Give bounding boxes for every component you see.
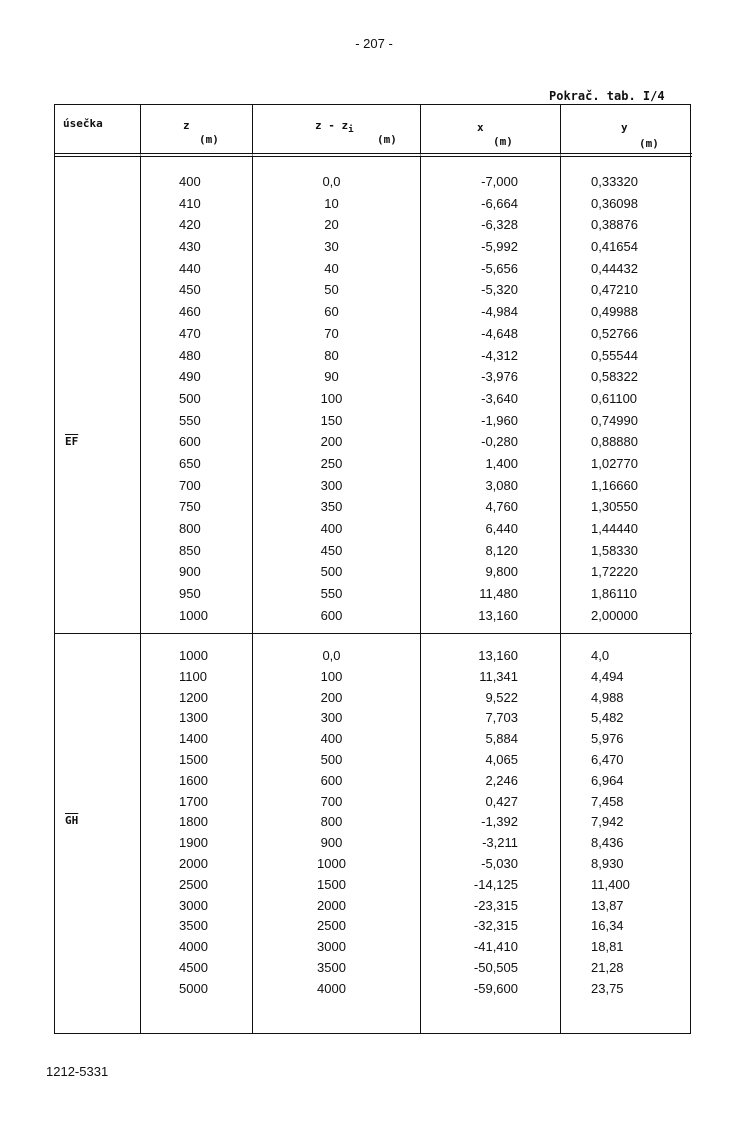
table-cell-y: 1,44440 xyxy=(591,521,638,536)
table-cell-x: -59,600 xyxy=(473,980,518,996)
table-cell-x: 2,246 xyxy=(485,772,518,788)
table-cell-y: 0,88880 xyxy=(591,434,638,450)
table-cell-dz: 600 xyxy=(320,607,343,623)
table-cell-y: 4,494 xyxy=(591,668,624,684)
table-cell-x: -50,505 xyxy=(473,959,518,975)
table-cell-z: 1700 xyxy=(179,793,208,809)
ef-dz-values xyxy=(253,171,420,626)
table-cell-dz: 600 xyxy=(320,772,343,788)
table-cell-y: 0,47210 xyxy=(591,282,638,298)
segment-ef-cell xyxy=(55,157,141,633)
table-cell-z: 950 xyxy=(179,586,201,602)
table-cell-dz: 3500 xyxy=(317,959,346,975)
gh-dz-values xyxy=(253,646,420,1000)
table-cell-dz: 2000 xyxy=(317,897,346,913)
table-cell-dz: 450 xyxy=(320,542,343,558)
table-cell-dz: 60 xyxy=(324,304,339,320)
table-cell-y: 23,75 xyxy=(591,980,624,996)
table-cell-x: -5,992 xyxy=(481,239,518,255)
table-cell-x: -4,648 xyxy=(481,325,518,341)
table-cell-x: 9,800 xyxy=(485,564,518,580)
table-cell-z: 3000 xyxy=(179,897,208,913)
header-z-unit: (m) xyxy=(199,133,219,146)
table-cell-dz: 50 xyxy=(324,282,339,298)
table-cell-x: 6,440 xyxy=(485,521,518,536)
table-cell-x: -3,640 xyxy=(481,390,518,406)
gh-z-column xyxy=(141,633,253,1033)
table-cell-y: 5,976 xyxy=(591,731,624,747)
table-cell-x: -7,000 xyxy=(481,174,518,189)
table-cell-dz: 500 xyxy=(320,564,343,580)
table-cell-z: 460 xyxy=(179,304,201,320)
table-cell-x: -1,392 xyxy=(481,814,518,830)
table-cell-z: 1900 xyxy=(179,835,208,851)
table-cell-z: 1000 xyxy=(179,648,208,663)
table-cell-y: 4,0 xyxy=(591,648,610,663)
table-cell-x: -5,656 xyxy=(481,260,518,276)
table-cell-dz: 250 xyxy=(320,455,343,471)
table-cell-y: 5,482 xyxy=(591,710,624,726)
table-cell-dz: 1500 xyxy=(317,876,346,892)
table-cell-x: -3,211 xyxy=(482,835,518,851)
table-cell-y: 13,87 xyxy=(591,897,624,913)
document-code: 1212-5331 xyxy=(46,1064,109,1079)
table-cell-z: 1000 xyxy=(179,607,208,623)
table-cell-y: 0,44432 xyxy=(591,260,638,276)
table-cell-y: 1,72220 xyxy=(591,564,638,580)
table-cell-z: 5000 xyxy=(179,980,208,996)
header-z xyxy=(141,105,253,157)
table-cell-dz: 900 xyxy=(320,835,343,851)
table-cell-x: 11,341 xyxy=(479,668,518,684)
table-cell-x: -0,280 xyxy=(481,434,518,450)
table-cell-z: 650 xyxy=(179,455,201,471)
table-cell-y: 0,41654 xyxy=(591,239,638,255)
table-cell-dz: 550 xyxy=(320,586,343,602)
table-cell-z: 430 xyxy=(179,239,201,255)
table-cell-z: 1400 xyxy=(179,731,208,747)
table-cell-x: 8,120 xyxy=(485,542,518,558)
header-z-symbol: z xyxy=(183,119,190,132)
table-cell-z: 850 xyxy=(179,542,201,558)
header-dz-unit: (m) xyxy=(377,133,397,146)
table-cell-y: 1,58330 xyxy=(591,542,638,558)
table-cell-y: 0,61100 xyxy=(591,390,638,406)
ef-y-values xyxy=(561,171,692,626)
table-cell-x: 13,160 xyxy=(478,607,518,623)
table-cell-y: 11,400 xyxy=(591,876,630,892)
table-cell-y: 7,942 xyxy=(591,814,624,830)
header-x-unit: (m) xyxy=(493,135,513,148)
table-cell-y: 1,16660 xyxy=(591,477,638,493)
table-cell-dz: 0,0 xyxy=(322,174,341,189)
header-x xyxy=(421,105,561,157)
ef-dz-column xyxy=(253,157,421,633)
table-cell-dz: 300 xyxy=(320,710,343,726)
table-cell-z: 800 xyxy=(179,521,201,536)
gh-z-values xyxy=(141,646,252,1000)
ef-z-column xyxy=(141,157,253,633)
table-cell-y: 7,458 xyxy=(591,793,624,809)
segment-label-ef: $\overline{EF}$ xyxy=(65,435,79,448)
table-cell-dz: 800 xyxy=(320,814,343,830)
header-dz xyxy=(253,105,421,157)
header-usecka-label: úsečka xyxy=(63,117,103,130)
header-dz-subscript: i xyxy=(348,124,354,136)
table-cell-z: 470 xyxy=(179,325,201,341)
ef-x-column xyxy=(421,157,561,633)
table-cell-y: 8,930 xyxy=(591,855,624,871)
table-cell-x: 1,400 xyxy=(485,455,518,471)
table-cell-z: 1800 xyxy=(179,814,208,830)
table-cell-y: 0,33320 xyxy=(591,174,638,189)
table-cell-dz: 2500 xyxy=(317,918,346,934)
table-cell-y: 6,964 xyxy=(591,772,624,788)
table-cell-x: -6,328 xyxy=(481,217,518,233)
table-cell-z: 1600 xyxy=(179,772,208,788)
gh-y-values xyxy=(561,646,692,1000)
table-cell-dz: 150 xyxy=(320,412,343,428)
table-cell-z: 600 xyxy=(179,434,201,450)
table-cell-dz: 400 xyxy=(320,731,343,747)
segment-gh-cell xyxy=(55,633,141,1033)
table-cell-x: -32,315 xyxy=(473,918,518,934)
segment-label-gh: $\overline{GH}$ xyxy=(65,814,79,827)
table-cell-z: 420 xyxy=(179,217,201,233)
ef-x-values xyxy=(421,171,560,626)
table-cell-x: 13,160 xyxy=(478,648,518,663)
table-cell-x: -23,315 xyxy=(473,897,518,913)
header-usecka xyxy=(55,105,141,157)
table-cell-z: 400 xyxy=(179,174,201,189)
table-cell-dz: 30 xyxy=(324,239,339,255)
table-cell-dz: 80 xyxy=(324,347,339,363)
table-cell-z: 900 xyxy=(179,564,201,580)
table-cell-dz: 40 xyxy=(324,260,339,276)
table-cell-z: 490 xyxy=(179,369,201,385)
table-cell-y: 0,38876 xyxy=(591,217,638,233)
header-y xyxy=(561,105,692,157)
table-cell-y: 8,436 xyxy=(591,835,624,851)
table-cell-y: 0,36098 xyxy=(591,195,638,211)
table-cell-z: 410 xyxy=(179,195,201,211)
table-cell-z: 4000 xyxy=(179,939,208,955)
table-cell-z: 750 xyxy=(179,499,201,515)
table-cell-y: 21,28 xyxy=(591,959,624,975)
table-cell-x: -41,410 xyxy=(473,939,518,955)
table-cell-x: 5,884 xyxy=(485,731,518,747)
table-cell-x: 0,427 xyxy=(485,793,518,809)
table-cell-y: 1,02770 xyxy=(591,455,638,471)
table-cell-z: 550 xyxy=(179,412,201,428)
table-cell-z: 3500 xyxy=(179,918,208,934)
table-cell-y: 2,00000 xyxy=(591,607,638,623)
table-cell-z: 4500 xyxy=(179,959,208,975)
table-cell-x: -6,664 xyxy=(481,195,518,211)
table-cell-dz: 100 xyxy=(320,390,343,406)
table-cell-dz: 200 xyxy=(320,434,343,450)
gh-x-column xyxy=(421,633,561,1033)
page-number: - 207 - xyxy=(355,36,393,51)
table-cell-z: 1100 xyxy=(179,668,207,684)
gh-x-values xyxy=(421,646,560,1000)
table-cell-dz: 3000 xyxy=(317,939,346,955)
table-cell-x: 4,760 xyxy=(485,499,518,515)
table-cell-dz: 1000 xyxy=(317,855,346,871)
table-cell-z: 2500 xyxy=(179,876,208,892)
table-cell-y: 18,81 xyxy=(591,939,624,955)
table-cell-dz: 10 xyxy=(324,195,339,211)
table-cell-z: 1300 xyxy=(179,710,208,726)
table-cell-x: -3,976 xyxy=(481,369,518,385)
header-y-unit: (m) xyxy=(639,137,659,150)
table-cell-y: 0,58322 xyxy=(591,369,638,385)
table-cell-x: 7,703 xyxy=(485,710,518,726)
gh-y-column xyxy=(561,633,692,1033)
table-cell-y: 0,55544 xyxy=(591,347,638,363)
ef-y-column xyxy=(561,157,692,633)
table-cell-dz: 70 xyxy=(324,325,339,341)
table-cell-x: -14,125 xyxy=(473,876,518,892)
table-continuation-label: Pokrač. tab. I/4 xyxy=(549,89,665,103)
header-x-symbol: x xyxy=(477,121,484,134)
table-cell-z: 480 xyxy=(179,347,201,363)
table-cell-dz: 20 xyxy=(324,217,339,233)
table-cell-y: 4,988 xyxy=(591,689,624,705)
table-cell-z: 1500 xyxy=(179,751,208,767)
table-cell-z: 2000 xyxy=(179,855,208,871)
table-cell-y: 6,470 xyxy=(591,751,624,767)
table-cell-z: 700 xyxy=(179,477,201,493)
table-cell-x: -4,312 xyxy=(481,347,518,363)
table-cell-x: 9,522 xyxy=(485,689,518,705)
table-cell-x: -5,030 xyxy=(481,855,518,871)
table-cell-x: 3,080 xyxy=(485,477,518,493)
table-cell-z: 450 xyxy=(179,282,201,298)
ef-z-values xyxy=(141,171,252,626)
table-cell-z: 500 xyxy=(179,390,201,406)
table-cell-dz: 90 xyxy=(324,369,339,385)
table-cell-x: 4,065 xyxy=(485,751,518,767)
table-cell-x: 11,480 xyxy=(479,586,518,602)
table-cell-x: -4,984 xyxy=(481,304,518,320)
table-cell-dz: 4000 xyxy=(317,980,346,996)
coordinates-table xyxy=(54,104,691,1034)
table-cell-z: 440 xyxy=(179,260,201,276)
table-cell-y: 0,49988 xyxy=(591,304,638,320)
table-cell-y: 1,86110 xyxy=(591,586,638,602)
table-cell-dz: 350 xyxy=(320,499,343,515)
table-cell-dz: 400 xyxy=(320,521,343,536)
header-dz-symbol: z - $z_i$ xyxy=(315,119,354,136)
table-cell-dz: 100 xyxy=(320,668,343,684)
gh-dz-column xyxy=(253,633,421,1033)
header-y-symbol: y xyxy=(621,121,628,134)
table-cell-dz: 500 xyxy=(320,751,343,767)
table-cell-y: 0,52766 xyxy=(591,325,638,341)
table-cell-y: 16,34 xyxy=(591,918,624,934)
table-cell-y: 1,30550 xyxy=(591,499,638,515)
table-cell-y: 0,74990 xyxy=(591,412,638,428)
table-cell-dz: 300 xyxy=(320,477,343,493)
table-cell-x: -1,960 xyxy=(481,412,518,428)
table-cell-x: -5,320 xyxy=(481,282,518,298)
table-cell-dz: 200 xyxy=(320,689,343,705)
table-cell-dz: 700 xyxy=(320,793,343,809)
table-cell-z: 1200 xyxy=(179,689,208,705)
table-cell-dz: 0,0 xyxy=(322,648,341,663)
